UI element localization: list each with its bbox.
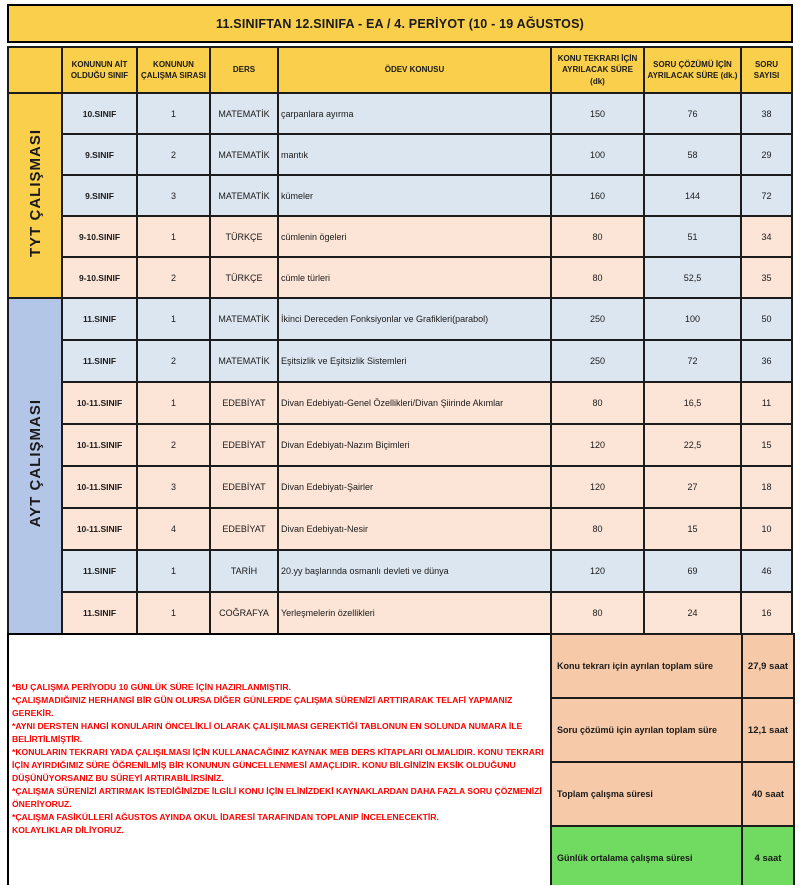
cell-sinif: 11.SINIF — [62, 340, 137, 382]
table-row — [8, 550, 792, 592]
cell-soru-sayisi: 46 — [741, 550, 792, 592]
table-row — [8, 508, 792, 550]
cell-tekrar-sure: 160 — [551, 175, 644, 216]
summary-value: 4 saat — [742, 826, 794, 885]
summary-table — [550, 633, 795, 885]
cell-soru-sayisi: 50 — [741, 298, 792, 340]
cell-cozum-sure: 100 — [644, 298, 741, 340]
col-header-ait-sinif: KONUNUN AİT OLDUĞU SINIF — [62, 47, 137, 93]
cell-konu: cümlenin ögeleri — [278, 216, 551, 257]
cell-sinif: 11.SINIF — [62, 592, 137, 634]
note-line: *KONULARIN TEKRARI YADA ÇALIŞILMASI İÇİN KULLANACAĞINIZ KAYNAK MEB DERS KİTAPLARI OLMALIDIR. KONU TEKRARI İÇİN AYIRDIĞIMIZ SÜRE ÖĞRENİLMİŞ BİR KONUNUN GÜNCELLENMESİ AMAÇLIDIR. KONU BİLGİNİZİN EKSİK OLDUĞUNU DÜŞÜNÜYORSANIZ BU SÜREYİ ARTIRABİLİRSİNİZ. — [12, 747, 544, 783]
table-row — [8, 424, 792, 466]
cell-konu: Divan Edebiyatı-Nazım Biçimleri — [278, 424, 551, 466]
summary-label: Konu tekrarı için ayrılan toplam süre — [551, 634, 742, 698]
table-row — [8, 175, 792, 216]
cell-cozum-sure: 51 — [644, 216, 741, 257]
cell-cozum-sure: 58 — [644, 134, 741, 175]
cell-ders: MATEMATİK — [210, 175, 278, 216]
col-header-odev-konusu: ÖDEV KONUSU — [278, 47, 551, 93]
cell-sira: 1 — [137, 298, 210, 340]
cell-tekrar-sure: 100 — [551, 134, 644, 175]
cell-soru-sayisi: 72 — [741, 175, 792, 216]
cell-sinif: 10-11.SINIF — [62, 382, 137, 424]
col-header-konu-tekrari-sure: KONU TEKRARI İÇİN AYRILACAK SÜRE (dk) — [551, 47, 644, 93]
cell-sinif: 10.SINIF — [62, 93, 137, 134]
cell-sira: 1 — [137, 592, 210, 634]
cell-sira: 1 — [137, 550, 210, 592]
cell-cozum-sure: 69 — [644, 550, 741, 592]
cell-tekrar-sure: 80 — [551, 257, 644, 298]
cell-cozum-sure: 72 — [644, 340, 741, 382]
cell-tekrar-sure: 80 — [551, 592, 644, 634]
cell-konu: Divan Edebiyatı-Genel Özellikleri/Divan Şiirinde Akımlar — [278, 382, 551, 424]
cell-konu: 20.yy başlarında osmanlı devleti ve dünya — [278, 550, 551, 592]
table-row — [8, 382, 792, 424]
cell-cozum-sure: 27 — [644, 466, 741, 508]
cell-ders: TÜRKÇE — [210, 216, 278, 257]
cell-tekrar-sure: 250 — [551, 298, 644, 340]
summary-row — [551, 634, 794, 698]
cell-sinif: 10-11.SINIF — [62, 508, 137, 550]
cell-sinif: 10-11.SINIF — [62, 424, 137, 466]
table-row — [8, 257, 792, 298]
cell-ders: EDEBİYAT — [210, 424, 278, 466]
cell-sira: 2 — [137, 257, 210, 298]
cell-sira: 3 — [137, 175, 210, 216]
summary-row — [551, 698, 794, 762]
note-line: *BU ÇALIŞMA PERİYODU 10 GÜNLÜK SÜRE İÇİN HAZIRLANMIŞTIR. — [12, 682, 291, 692]
col-header-ders: DERS — [210, 47, 278, 93]
section-label-text: TYT ÇALIŞMASI — [26, 129, 44, 257]
cell-ders: MATEMATİK — [210, 93, 278, 134]
cell-sira: 1 — [137, 216, 210, 257]
cell-tekrar-sure: 80 — [551, 508, 644, 550]
notes-text — [12, 681, 551, 837]
cell-sinif: 9.SINIF — [62, 134, 137, 175]
cell-ders: MATEMATİK — [210, 340, 278, 382]
summary-label: Soru çözümü için ayrılan toplam süre — [551, 698, 742, 762]
cell-soru-sayisi: 34 — [741, 216, 792, 257]
cell-konu: Divan Edebiyatı-Nesir — [278, 508, 551, 550]
cell-sinif: 11.SINIF — [62, 550, 137, 592]
summary-value: 12,1 saat — [742, 698, 794, 762]
cell-sinif: 11.SINIF — [62, 298, 137, 340]
cell-soru-sayisi: 16 — [741, 592, 792, 634]
note-line: *AYNI DERSTEN HANGİ KONULARIN ÖNCELİKLİ OLARAK ÇALIŞILMASI GEREKTİĞİ TABLONUN EN SOLUNDA NUMARA İLE BELİRTİLMİŞTİR. — [12, 721, 523, 744]
cell-sira: 3 — [137, 466, 210, 508]
summary-value: 40 saat — [742, 762, 794, 826]
cell-cozum-sure: 144 — [644, 175, 741, 216]
cell-sira: 2 — [137, 340, 210, 382]
summary-label: Toplam çalışma süresi — [551, 762, 742, 826]
cell-cozum-sure: 52,5 — [644, 257, 741, 298]
cell-cozum-sure: 24 — [644, 592, 741, 634]
cell-sinif: 9-10.SINIF — [62, 257, 137, 298]
cell-soru-sayisi: 35 — [741, 257, 792, 298]
cell-tekrar-sure: 80 — [551, 382, 644, 424]
cell-soru-sayisi: 18 — [741, 466, 792, 508]
table-row — [8, 592, 792, 634]
cell-tekrar-sure: 250 — [551, 340, 644, 382]
table-row — [8, 298, 792, 340]
cell-soru-sayisi: 15 — [741, 424, 792, 466]
summary-value: 27,9 saat — [742, 634, 794, 698]
note-line: *ÇALIŞMA FASİKÜLLERİ AĞUSTOS AYINDA OKUL İDARESİ TARAFINDAN TOPLANIP İNCELENECEKTİR. — [12, 812, 439, 822]
table-row — [8, 340, 792, 382]
cell-konu: cümle türleri — [278, 257, 551, 298]
cell-soru-sayisi: 11 — [741, 382, 792, 424]
cell-konu: mantık — [278, 134, 551, 175]
table-row — [8, 466, 792, 508]
cell-tekrar-sure: 120 — [551, 424, 644, 466]
summary-row — [551, 762, 794, 826]
cell-konu: İkinci Dereceden Fonksiyonlar ve Grafikleri(parabol) — [278, 298, 551, 340]
cell-soru-sayisi: 29 — [741, 134, 792, 175]
cell-sira: 1 — [137, 382, 210, 424]
cell-cozum-sure: 15 — [644, 508, 741, 550]
cell-sira: 2 — [137, 134, 210, 175]
note-line: *ÇALIŞMA SÜRENİZİ ARTIRMAK İSTEDİĞİNİZDE İLGİLİ KONU İÇİN ELİNİZDEKİ KAYNAKLARDAN DAHA FAZLA SORU ÇÖZMENİZİ ÖNERİYORUZ. — [12, 786, 542, 809]
cell-ders: MATEMATİK — [210, 134, 278, 175]
page-title: 11.SINIFTAN 12.SINIFA - EA / 4. PERİYOT (10 - 19 AĞUSTOS) — [7, 4, 793, 43]
table-row — [8, 216, 792, 257]
cell-tekrar-sure: 120 — [551, 550, 644, 592]
note-line: KOLAYLIKLAR DİLİYORUZ. — [12, 825, 124, 835]
cell-soru-sayisi: 10 — [741, 508, 792, 550]
cell-sira: 1 — [137, 93, 210, 134]
cell-konu: kümeler — [278, 175, 551, 216]
summary-label: Günlük ortalama çalışma süresi — [551, 826, 742, 885]
cell-cozum-sure: 76 — [644, 93, 741, 134]
cell-tekrar-sure: 150 — [551, 93, 644, 134]
cell-sinif: 9-10.SINIF — [62, 216, 137, 257]
cell-cozum-sure: 22,5 — [644, 424, 741, 466]
cell-soru-sayisi: 38 — [741, 93, 792, 134]
cell-konu: Eşitsizlik ve Eşitsizlik Sistemleri — [278, 340, 551, 382]
cell-ders: COĞRAFYA — [210, 592, 278, 634]
note-line: *ÇALIŞMADIĞINIZ HERHANGİ BİR GÜN OLURSA DİĞER GÜNLERDE ÇALIŞMA SÜRENİZİ ARTTIRARAK TELAFİ YAPMANIZ GEREKİR. — [12, 695, 513, 718]
notes-box — [7, 633, 554, 885]
cell-sira: 4 — [137, 508, 210, 550]
table-row — [8, 93, 792, 134]
cell-sira: 2 — [137, 424, 210, 466]
cell-konu: Divan Edebiyatı-Şairler — [278, 466, 551, 508]
cell-ders: TÜRKÇE — [210, 257, 278, 298]
cell-konu: çarpanlara ayırma — [278, 93, 551, 134]
table-row — [8, 134, 792, 175]
section-label-ayt — [8, 298, 62, 634]
summary-row — [551, 826, 794, 885]
cell-ders: EDEBİYAT — [210, 508, 278, 550]
col-header-soru-cozumu-sure: SORU ÇÖZÜMÜ İÇİN AYRILACAK SÜRE (dk.) — [644, 47, 741, 93]
corner-cell — [8, 47, 62, 93]
cell-soru-sayisi: 36 — [741, 340, 792, 382]
cell-tekrar-sure: 120 — [551, 466, 644, 508]
cell-konu: Yerleşmelerin özellikleri — [278, 592, 551, 634]
cell-cozum-sure: 16,5 — [644, 382, 741, 424]
cell-ders: MATEMATİK — [210, 298, 278, 340]
cell-ders: EDEBİYAT — [210, 382, 278, 424]
header-row — [8, 47, 792, 93]
cell-ders: EDEBİYAT — [210, 466, 278, 508]
col-header-calisma-sirasi: KONUNUN ÇALIŞMA SIRASI — [137, 47, 210, 93]
cell-tekrar-sure: 80 — [551, 216, 644, 257]
study-schedule-table — [7, 46, 793, 635]
cell-ders: TARİH — [210, 550, 278, 592]
section-label-text: AYT ÇALIŞMASI — [26, 399, 44, 528]
col-header-soru-sayisi: SORU SAYISI — [741, 47, 792, 93]
cell-sinif: 9.SINIF — [62, 175, 137, 216]
cell-sinif: 10-11.SINIF — [62, 466, 137, 508]
section-label-tyt — [8, 93, 62, 298]
